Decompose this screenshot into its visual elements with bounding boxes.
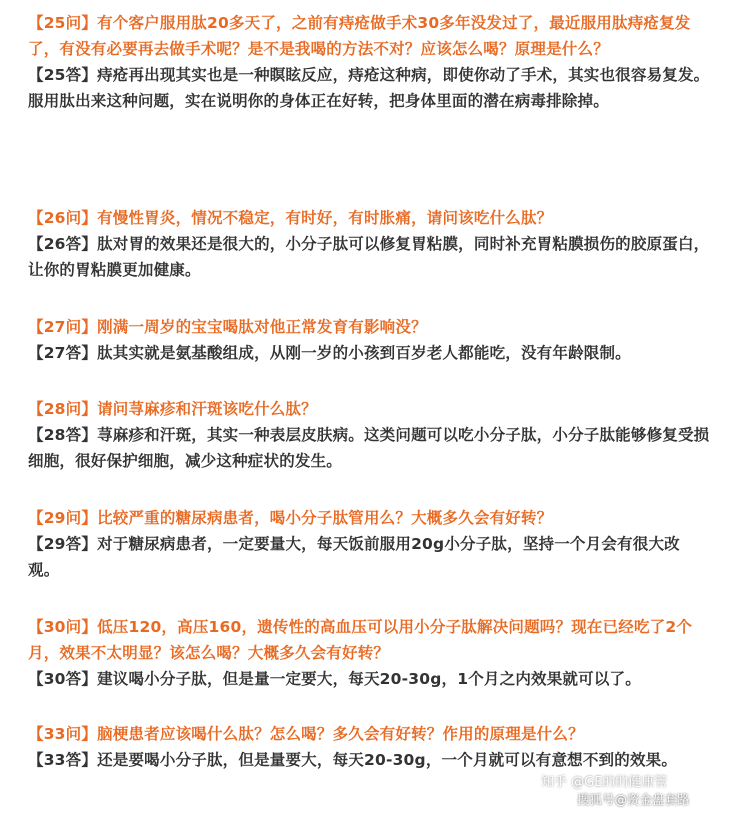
question-30: 【30问】低压120，高压160，遗传性的高血压可以用小分子肽解决问题吗？现在已经吃了2个月，效果不太明显？该怎么喝？大概多久会有好转？: [28, 618, 693, 662]
question-28: 【28问】请问荨麻疹和汗斑该吃什么肽？: [28, 400, 317, 418]
question-25: 【25问】有个客户服用肽20多天了，之前有痔疮做手术30多年没发过了，最近服用肽痔疮复发了，有没有必要再去做手术呢？是不是我喝的方法不对？应该怎么喝？原理是什么？: [28, 14, 691, 58]
answer-29: 【29答】对于糖尿病患者，一定要量大，每天饭前服用20g小分子肽，坚持一个月会有很大改观。: [28, 535, 680, 579]
answer-28: 【28答】荨麻疹和汗斑，其实一种表层皮肤病。这类问题可以吃小分子肽，小分子肽能够修复受损细胞，很好保护细胞，减少这种症状的发生。: [28, 426, 710, 470]
qa-block-27: [28, 314, 710, 366]
zhihu-watermark: 知乎 @GE的的健康管: [541, 775, 668, 790]
answer-26: 【26答】肽对胃的效果还是很大的，小分子肽可以修复胃粘膜，同时补充胃粘膜损伤的胶原蛋白，让你的胃粘膜更加健康。: [28, 235, 710, 279]
question-26: 【26问】有慢性胃炎，情况不稳定，有时好，有时胀痛，请问该吃什么肽？: [28, 209, 553, 227]
answer-33: 【33答】还是要喝小分子肽，但是量要大，每天20-30g，一个月就可以有意想不到的效果。: [28, 751, 678, 769]
question-27: 【27问】刚满一周岁的宝宝喝肽对他正常发育有影响没？: [28, 318, 427, 336]
question-33: 【33问】脑梗患者应该喝什么肽？怎么喝？多久会有好转？作用的原理是什么？: [28, 725, 584, 743]
qa-block-33: [28, 721, 710, 773]
qa-block-26: [28, 205, 710, 283]
qa-block-30: [28, 614, 710, 692]
source-label: 搜狐号@资金盘套路: [577, 792, 690, 807]
qa-block-25: [28, 10, 710, 114]
answer-30: 【30答】建议喝小分子肽，但是量一定要大，每天20-30g，1个月之内效果就可以了。: [28, 670, 641, 688]
qa-block-28: [28, 396, 710, 474]
answer-25: 【25答】痔疮再出现其实也是一种瞑眩反应，痔疮这种病，即使你动了手术，其实也很容易复发。服用肽出来这种问题，实在说明你的身体正在好转，把身体里面的潜在病毒排除掉。: [28, 66, 710, 110]
answer-27: 【27答】肽其实就是氨基酸组成，从刚一岁的小孩到百岁老人都能吃，没有年龄限制。: [28, 344, 631, 362]
qa-block-29: [28, 505, 710, 583]
question-29: 【29问】比较严重的糖尿病患者，喝小分子肽管用么？大概多久会有好转？: [28, 509, 553, 527]
